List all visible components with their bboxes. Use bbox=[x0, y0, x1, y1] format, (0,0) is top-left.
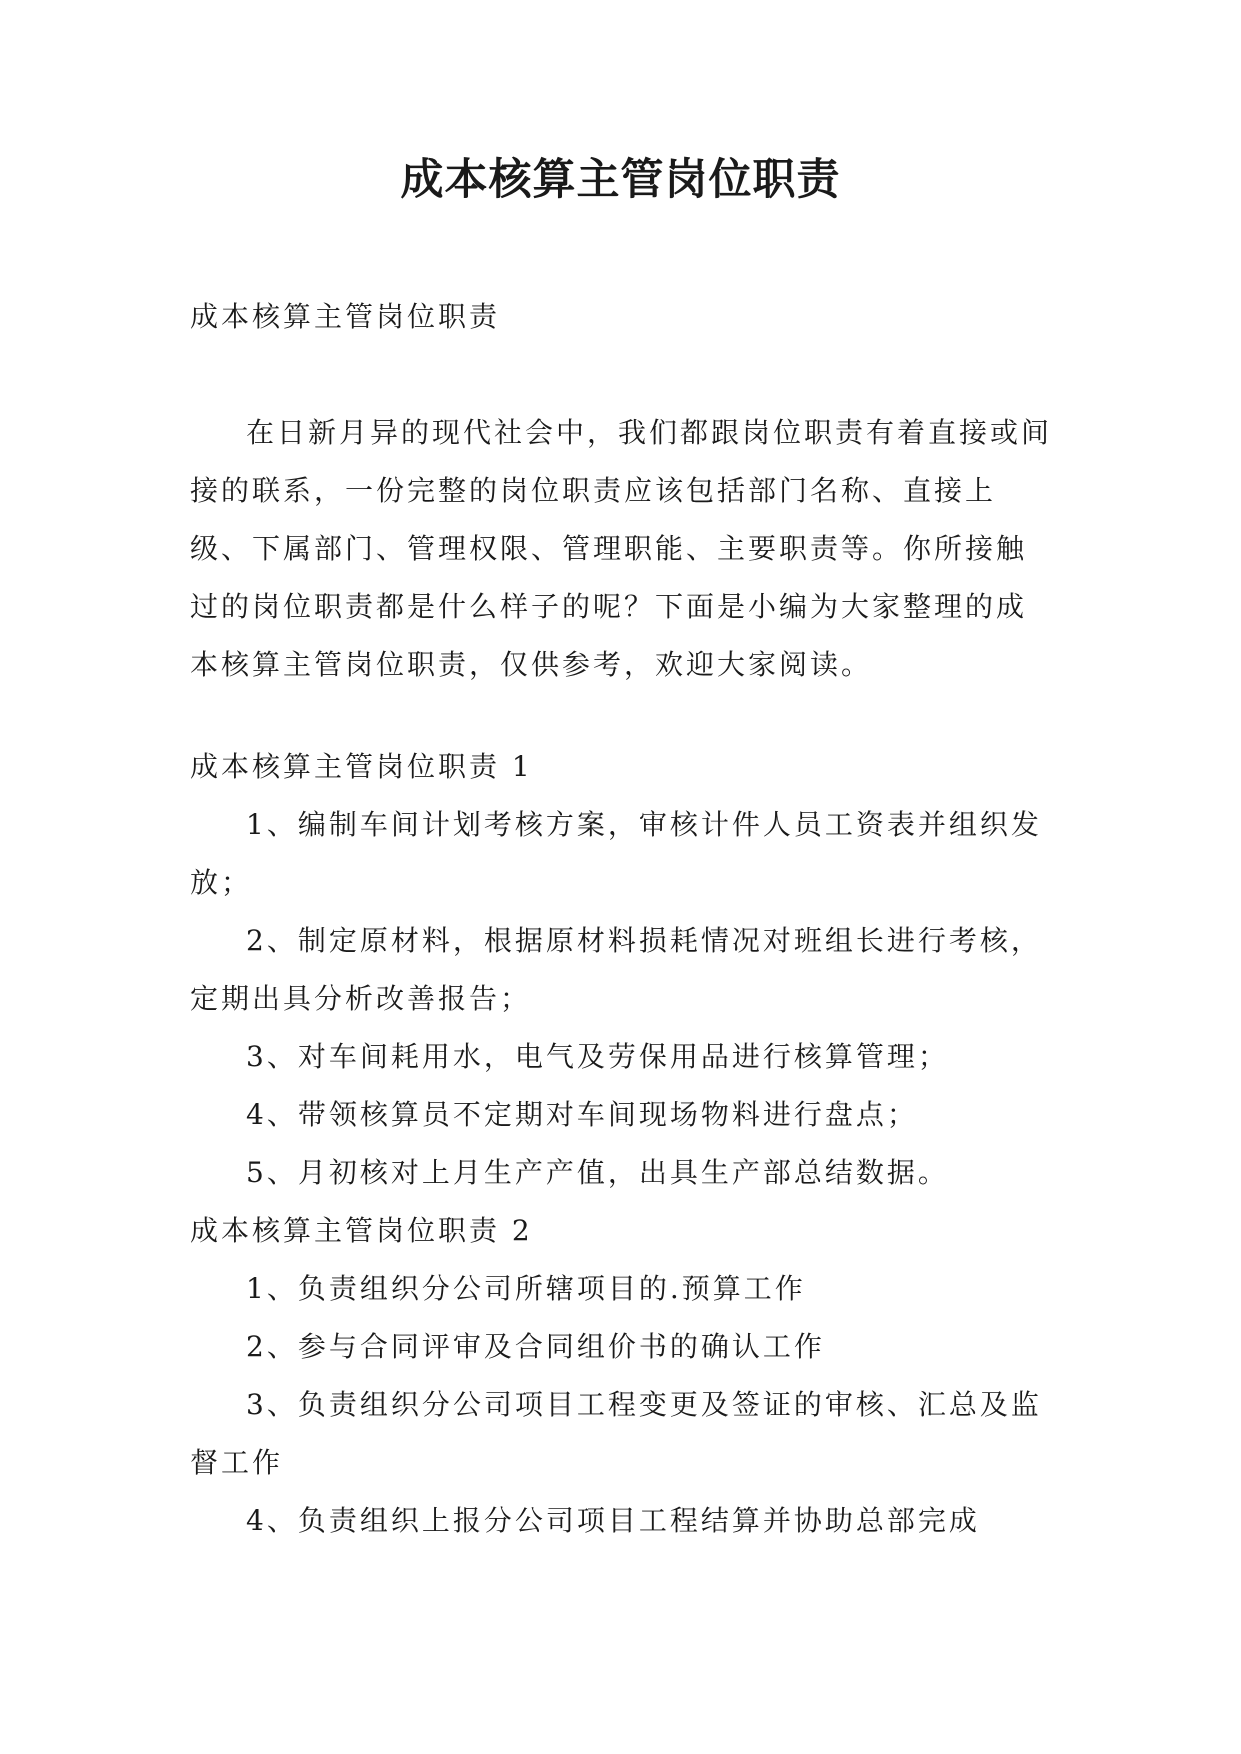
section2-item-1: 1、负责组织分公司所辖项目的.预算工作 bbox=[246, 1272, 806, 1305]
section1-item-1: 1、编制车间计划考核方案，审核计件人员工资表并组织发放； bbox=[190, 808, 1042, 899]
section2-heading: 成本核算主管岗位职责 2 bbox=[190, 1214, 533, 1247]
document-body bbox=[190, 288, 1054, 1550]
section2-item-2: 2、参与合同评审及合同组价书的确认工作 bbox=[246, 1330, 825, 1363]
section1-item-3: 3、对车间耗用水，电气及劳保用品进行核算管理； bbox=[246, 1040, 949, 1073]
intro-paragraph: 在日新月异的现代社会中，我们都跟岗位职责有着直接或间接的联系，一份完整的岗位职责应该包括部门名称、直接上级、下属部门、管理权限、管理职能、主要职责等。你所接触过的岗位职责都是什么样子的呢？下面是小编为大家整理的成本核算主管岗位职责，仅供参考，欢迎大家阅读。 bbox=[190, 416, 1053, 681]
document-subtitle: 成本核算主管岗位职责 bbox=[190, 300, 501, 333]
section2-item-4: 4、负责组织上报分公司项目工程结算并协助总部完成 bbox=[246, 1504, 980, 1537]
section1-heading: 成本核算主管岗位职责 1 bbox=[190, 750, 533, 783]
section1-item-4: 4、带领核算员不定期对车间现场物料进行盘点； bbox=[246, 1098, 918, 1131]
document-title: 成本核算主管岗位职责 bbox=[400, 155, 841, 205]
section1-item-5: 5、月初核对上月生产产值，出具生产部总结数据。 bbox=[246, 1156, 949, 1189]
section2-item-3: 3、负责组织分公司项目工程变更及签证的审核、汇总及监督工作 bbox=[190, 1388, 1042, 1479]
section1-item-2: 2、制定原材料，根据原材料损耗情况对班组长进行考核，定期出具分析改善报告； bbox=[190, 924, 1042, 1015]
